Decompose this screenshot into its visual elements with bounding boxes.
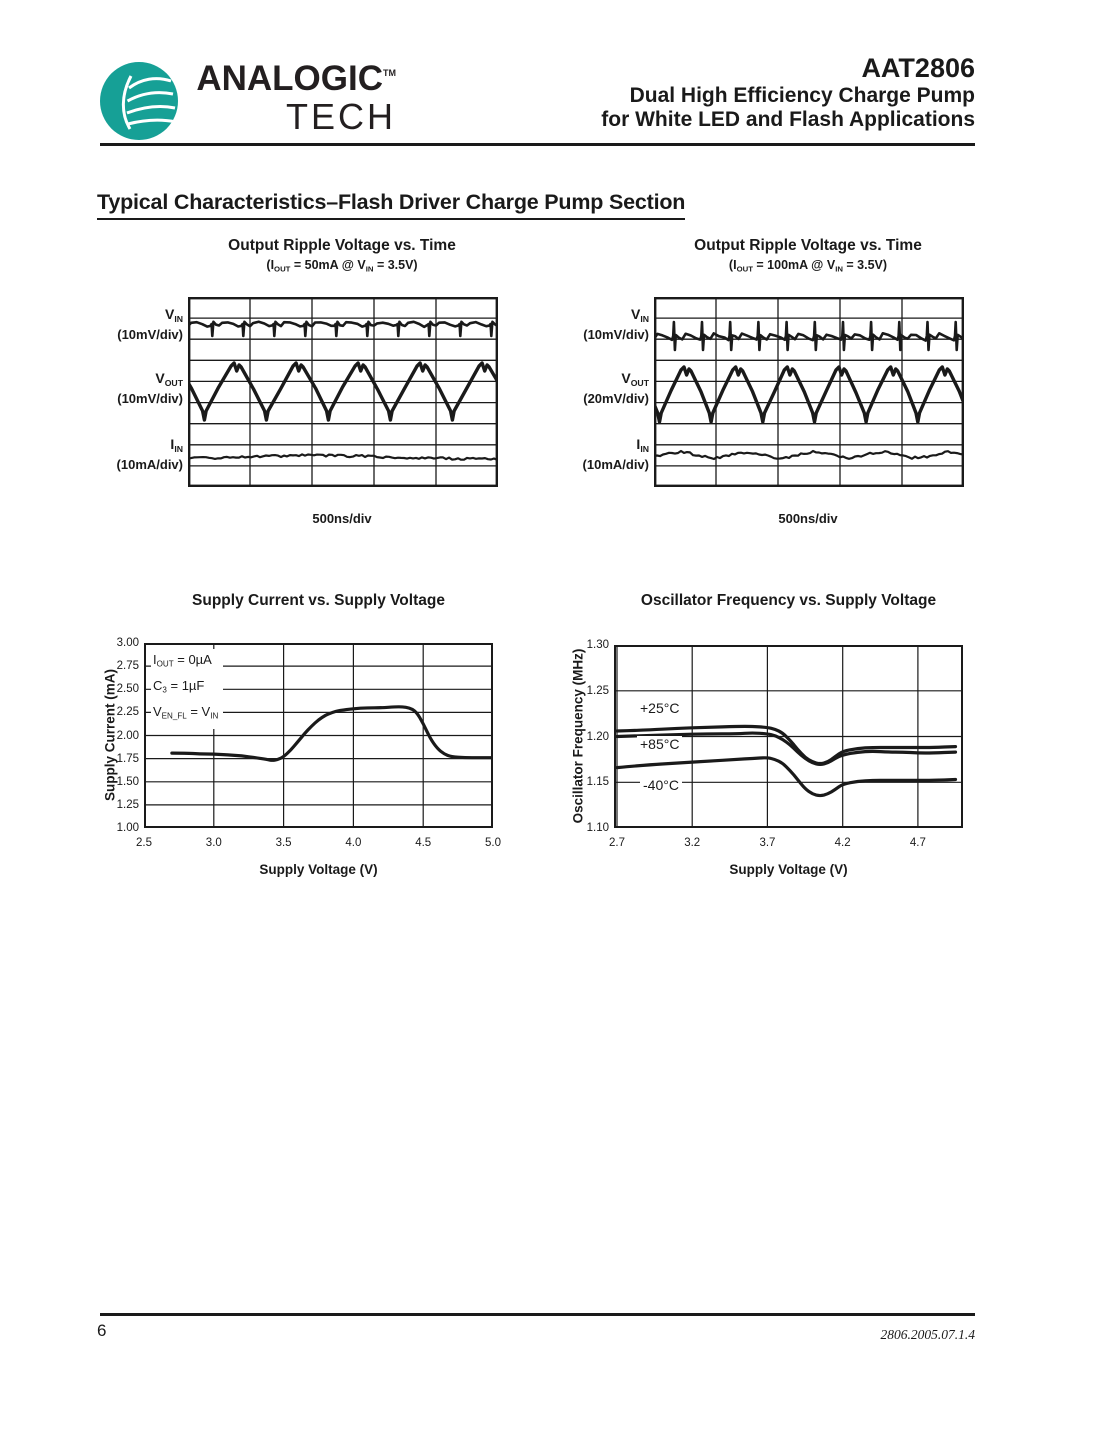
x-tick-label: 3.0 (205, 837, 222, 849)
chart1-condition: ($I_{OUT} = 50mA$ @ $V_{IN} = 3.5V$) (266, 258, 418, 274)
trace-name: $V_{OUT}$ (155, 370, 183, 388)
chart1-title: Output Ripple Voltage vs. Time (228, 237, 456, 254)
leaf-logo-icon (100, 62, 178, 140)
y-tick-label: 3.00 (116, 637, 139, 649)
chart2-trace-label-vin (561, 307, 649, 342)
x-tick-label: 4.7 (909, 837, 926, 849)
chart4-series-label-minus40c: -40°C (640, 777, 682, 793)
chart1-oscilloscope-plot (188, 297, 498, 487)
chart2-timebase: 500ns/div (778, 511, 838, 526)
y-tick-label: 1.50 (116, 775, 139, 788)
y-tick-label: 1.75 (116, 752, 139, 765)
part-subtitle-2: for White LED and Flash Applications (601, 108, 975, 131)
trace-scale: (10mV/div) (117, 326, 183, 342)
chart4-title: Oscillator Frequency vs. Supply Voltage (640, 592, 937, 609)
page-number: 6 (97, 1321, 107, 1340)
trace-name: $I_{IN}$ (636, 436, 649, 454)
y-tick-label: 1.15 (586, 776, 609, 789)
brand-line-2: TECH (286, 96, 396, 137)
annotation-line-2: $C_3 = 1\mu F$ (153, 678, 205, 695)
y-tick-label: 2.00 (116, 729, 139, 742)
y-tick-label: 2.50 (116, 683, 139, 696)
chart3-x-axis-title: Supply Voltage (V) (259, 862, 378, 877)
y-tick-label: 1.20 (586, 730, 609, 743)
y-tick-label: 2.75 (116, 660, 139, 673)
trace-name: $V_{OUT}$ (621, 370, 649, 388)
chart2-oscilloscope-plot (654, 297, 964, 487)
x-tick-label: 2.7 (609, 837, 625, 849)
chart2-condition: ($I_{OUT} = 100mA$ @ $V_{IN} = 3.5V$) (728, 258, 888, 274)
x-tick-label: 3.7 (759, 837, 776, 849)
document-title-block (601, 53, 975, 132)
section-heading: Typical Characteristics–Flash Driver Charge Pump Section (97, 190, 685, 220)
trace-name: $V_{IN}$ (164, 306, 183, 324)
x-tick-label: 2.5 (136, 837, 152, 849)
y-tick-label: 1.25 (586, 684, 609, 697)
trace-scale: (10mV/div) (117, 390, 183, 406)
chart3-title: Supply Current vs. Supply Voltage (192, 592, 445, 609)
chart3-annotation (151, 649, 223, 729)
y-tick-label: 1.10 (586, 822, 609, 834)
y-tick-label: 2.25 (116, 706, 139, 719)
trace-scale: (20mV/div) (583, 390, 649, 406)
chart2-trace-label-vout (561, 371, 649, 406)
trace-name: $I_{IN}$ (170, 436, 183, 454)
y-tick-label: 1.00 (116, 822, 139, 834)
chart1-timebase: 500ns/div (312, 511, 372, 526)
trace-scale: (10mV/div) (583, 326, 649, 342)
part-number: AAT2806 (861, 53, 975, 83)
chart4-series-label-85c: +85°C (637, 736, 682, 752)
chart3-y-axis-title: Supply Current (mA) (102, 668, 118, 802)
chart1-trace-label-vin (95, 307, 183, 342)
chart1-trace-label-vout (95, 371, 183, 406)
header-rule (100, 143, 975, 146)
chart4-y-axis-title: Oscillator Frequency (MHz) (570, 648, 586, 824)
brand-logo (100, 62, 178, 140)
y-tick-label: 1.25 (116, 798, 139, 811)
document-code: 2806.2005.07.1.4 (880, 1327, 975, 1342)
chart2-trace-label-iin (561, 437, 649, 472)
x-tick-label: 3.2 (684, 837, 701, 849)
trace-scale: (10mA/div) (582, 456, 649, 472)
trace-scale: (10mA/div) (116, 456, 183, 472)
annotation-line-1: $I_{OUT} = 0\mu A$ (153, 652, 212, 669)
footer-rule (100, 1313, 975, 1316)
annotation-line-3: $V_{EN\_FL} = V_{IN}$ (153, 704, 219, 721)
x-tick-label: 4.2 (834, 837, 851, 849)
trademark-symbol: TM (383, 68, 396, 78)
trace-name: $V_{IN}$ (630, 306, 649, 324)
part-subtitle-1: Dual High Efficiency Charge Pump (629, 84, 975, 107)
chart4-x-axis-title: Supply Voltage (V) (729, 862, 848, 877)
chart2-title: Output Ripple Voltage vs. Time (694, 237, 922, 254)
brand-line-1: ANALOGIC™ (196, 59, 396, 98)
brand-wordmark (196, 54, 396, 136)
x-tick-label: 4.5 (415, 837, 432, 849)
logo-circle (100, 62, 178, 140)
x-tick-label: 4.0 (345, 837, 362, 849)
chart1-trace-label-iin (95, 437, 183, 472)
chart4-series-label-25c: +25°C (637, 700, 682, 716)
x-tick-label: 5.0 (485, 837, 501, 849)
x-tick-label: 3.5 (275, 837, 292, 849)
y-tick-label: 1.30 (586, 639, 609, 651)
